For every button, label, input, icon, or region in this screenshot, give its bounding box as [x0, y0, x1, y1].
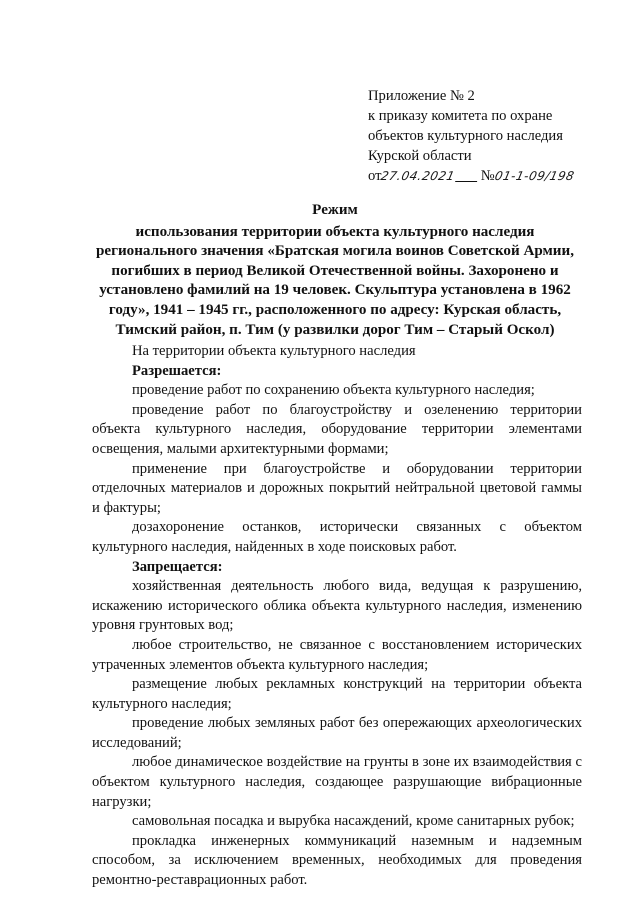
appendix-region-line: Курской области [368, 148, 472, 164]
date-prefix: от [368, 168, 382, 184]
title-main: Режим [312, 202, 358, 218]
allowed-item: проведение работ по благоустройству и озеленению территории объекта культурного наследия, оборудование территории элементами освещения, малыми архитектурными формами; [92, 401, 582, 457]
handwritten-number: 01-1-09/198 [493, 169, 576, 183]
forbidden-item: прокладка инженерных коммуникаций наземным и надземным способом, за исключением временных, необходимых для проведения ремонтно-реставрационных работ. [92, 832, 582, 889]
allowed-item: применение при благоустройстве и оборудовании территории отделочных материалов и дорожных покрытий нейтральной цветовой гаммы и фактуры; [92, 460, 582, 516]
document-title [80, 201, 590, 340]
handwritten-date: 27.04.2021 [379, 169, 457, 183]
forbidden-item: самовольная посадка и вырубка насаждений, кроме санитарных рубок; [132, 813, 575, 830]
appendix-title: Приложение № 2 [368, 88, 475, 104]
allowed-heading: Разрешается: [132, 362, 222, 379]
document-body [92, 342, 582, 891]
allowed-item: проведение работ по сохранению объекта культурного наследия; [132, 382, 535, 399]
appendix-committee-line: объектов культурного наследия [368, 128, 563, 144]
forbidden-item: проведение любых земляных работ без опережающих археологических исследований; [92, 715, 582, 751]
appendix-date-number-line [368, 166, 628, 186]
title-line: Тимский район, п. Тим (у развилки дорог Тим – Старый Оскол) [115, 321, 555, 338]
title-line: установлено фамилий на 19 человек. Скульптура установлена в 1962 [99, 282, 571, 299]
appendix-order-line: к приказу комитета по охране [368, 108, 553, 124]
title-line: использования территории объекта культурного наследия [135, 223, 535, 240]
title-line: регионального значения «Братская могила воинов Советской Армии, [96, 243, 574, 260]
intro-text: На территории объекта культурного наследия [132, 343, 416, 359]
forbidden-item: хозяйственная деятельность любого вида, ведущая к разрушению, искажению исторического облика объекта культурного наследия, изменению уровня грунтовых вод; [92, 578, 582, 634]
forbidden-item: любое строительство, не связанное с восстановлением исторических утраченных элементов объекта культурного наследия; [92, 636, 582, 673]
forbidden-item: размещение любых рекламных конструкций на территории объекта культурного наследия; [92, 676, 582, 712]
forbidden-heading: Запрещается: [132, 558, 223, 575]
number-field [495, 168, 574, 184]
title-line: погибших в период Великой Отечественной войны. Захоронено и [111, 262, 559, 279]
allowed-item: дозахоронение останков, исторически связанных с объектом культурного наследия, найденных в ходе поисковых работ. [92, 519, 582, 555]
date-field [381, 168, 477, 184]
title-line: году», 1941 – 1945 гг., расположенного по адресу: Курская область, [108, 301, 562, 318]
number-prefix: № [480, 168, 495, 184]
appendix-header [368, 86, 628, 186]
forbidden-item: любое динамическое воздействие на грунты в зоне их взаимодействия с объектом культурного наследия, создающее разрушающие вибрационные нагрузки; [92, 754, 582, 810]
